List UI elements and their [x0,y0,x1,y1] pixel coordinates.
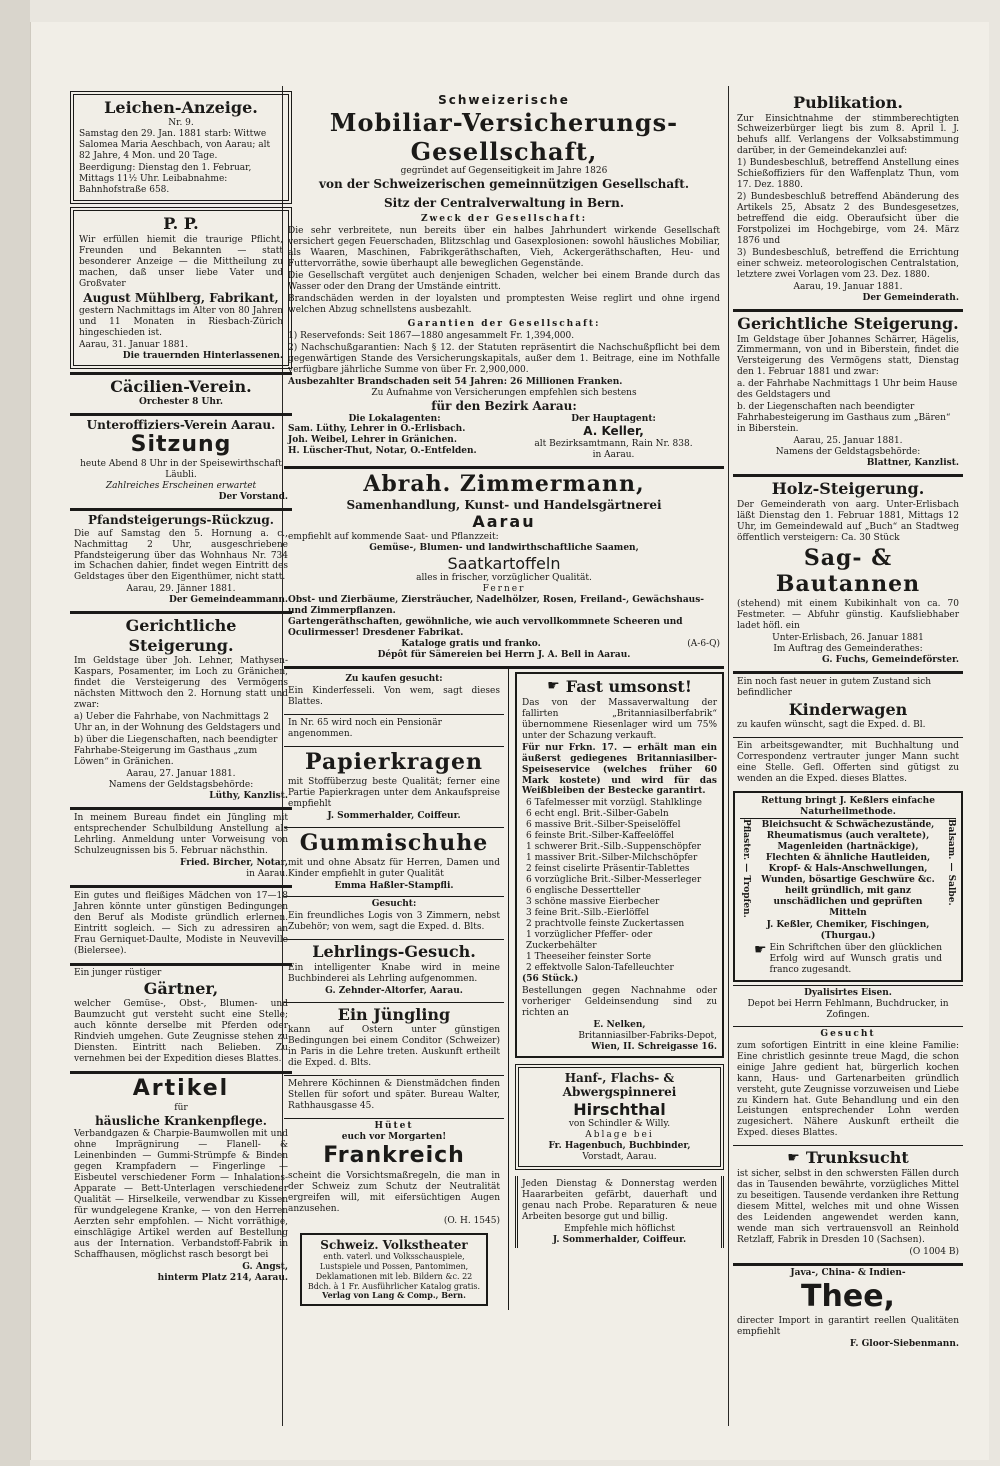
holz-sign2: G. Fuchs, Gemeindeförster. [821,655,959,666]
zimmermann-quality: alles in frischer, vorzüglicher Qualität. [416,573,592,584]
gerichtliche-steigerung-schaerrer [733,309,963,471]
frankreich-text: scheint die Vorsichtsmaßregeln, die man in der Schweiz zum Schutz der Neutralität ergreifen will, mit eifersüchtigen Augen anzusehen. [288,1170,500,1214]
publikation-text: Zur Einsichtnahme der stimmberechtigten Schweizerbürger liegt bis zum 8. April l. J. behufs allf. Verlangens der Volksabstimmung darüber, in der Gemeindekanzlei auf: [737,113,959,157]
haar-text: Jeden Dienstag & Donnerstag werden Haararbeiten gefärbt, dauerhaft und genau nach Probe. Reparaturen & neue Arbeiten besorge gut und billig. [522,1179,717,1223]
mobiliar-garantie1: 1) Reservefonds: Seit 1867—1880 angesammelt Fr. 1,394,000. [288,331,575,342]
unteroff-text: heute Abend 8 Uhr in der Speisewirthschaft Läubli. [80,459,282,481]
publikation-date: Aarau, 19. Januar 1881. [793,282,903,293]
obituary-sign: Die trauernden Hinterlassenen. [122,351,283,362]
zimmermann-place: Aarau [472,512,536,532]
haar-text2: Empfehle mich höflichst [564,1224,675,1235]
maedchen-text: Ein gutes und fleißiges Mädchen von 17—18 Jahren könnte unter günstigen Bedingungen den Beruf als Modiste gründlich erlernen. Eintritt sogleich. — Sich zu adressiren an Frau Gerniquet-Daulte, Modiste in Neuveville (Bielersee). [74,890,288,956]
mobiliar-sitz: Sitz der Centralverwaltung in Bern. [383,195,624,210]
artikel-krankenpflege [70,1071,292,1286]
mobiliar-founded: gegründet auf Gegenseitigkeit im Jahre 1826 [400,166,608,177]
mobiliar-zweck2: Die Gesellschaft vergütet auch denjenigen Schaden, welcher bei einem Brande durch das Wasser oder den Drang der Umstände eintritt. [288,271,720,293]
haupt-addr: alt Bezirksamtmann, Rain Nr. 838. [534,439,693,450]
lokal-heading: Die Lokalagenten: [348,413,441,424]
list-item: 6 feinste Brit.-Silber-Kaffeelöffel [526,831,675,842]
obituary-name: August Mühlberg, Fabrikant, [83,290,279,305]
kessler-ad [733,791,963,982]
gericht1-a: a) Ueber die Fahrhabe, von Nachmittags 2 Uhr an, in der Wohnung des Geldstagers und [74,712,281,734]
lokal-agent: H. Lüscher-Thut, Notar, O.-Entfelden. [288,446,477,457]
artikel-text: Verbandgazen & Charpie-Baumwollen mit und ohne Imprägnirung — Flanell- & Leinenbinden — Gummi-Strümpfe & Binden gegen Krampfadern — Fingerlinge — Eisbeutel verschiedener Form — Inhalations-Apparate — Bett-Unterlagen verschiedener Qualität — Hirselkeile, verwendbar zu Kissen für wundgelegene Kranke, — von den Herren Aerzten sehr empfohlen. — Nicht vorräthige, einschlägige Artikel werden auf Bestellung aus der Internation. Verbandstoff-Fabrik in Schaffhausen, möglichst rasch besorgt bei [74,1129,288,1260]
haupt-place: in Aarau. [592,450,635,461]
death-notice-burial: Beerdigung: Dienstag den 1. Februar, Mittags 11½ Uhr. Leibabnahme: Bahnhofstraße 658. [79,163,252,196]
list-item: 2 feinst ciselirte Präsentir-Tablettes [526,864,690,875]
magd-text: zum sofortigen Eintritt in eine kleine Familie: Eine christlich gesinnte treue Magd, die schon einige Jahre gedient hat, bürgerlich kochen kann, Haus- und Gartenarbeiten gründlich versteht, gute Zeugnisse vorzuweisen und Liebe zu Kindern hat. Gute Behandlung und ein den Leistungen entsprechender Lohn werden zugesichert. Nähere Auskunft ertheilt die Exped. dieses Blattes. [737,1040,959,1139]
hanf-by: von Schindler & Willy. [568,1119,671,1130]
haupt-name: A. Keller, [583,424,644,439]
artikel-title: Artikel [132,1075,230,1101]
unteroff-sign: Der Vorstand. [218,491,288,502]
pfand-sign: Der Gemeindeammann. [169,595,288,606]
thee-sign: F. Gloor-Siebenmann. [849,1339,959,1350]
juengling-ad [284,1002,504,1072]
publikation-item2: 2) Bundesbeschluß betreffend Abänderung des Artikels 25, Absatz 2 des Bundesgesetzes, betreffend die eidg. Oberaufsicht über die Forstpolizei im Hochgebirge, vom 24. März 1876 und [737,192,959,247]
papier-title: Papierkragen [305,749,483,776]
lehrling1-place: in Aarau. [246,868,288,879]
pointing-hand-icon: ☛ [787,1149,800,1166]
umsonst-order: Bestellungen gegen Nachnahme oder vorheriger Geldeinsendung sind zu richten an [522,985,717,1018]
mann-text: Ein arbeitsgewandter, mit Buchhaltung und Correspondenz vertrauter junger Mann sucht eine Stelle. Gefl. Offerten sind gütigst zu wenden an die Exped. dieses Blattes. [737,741,959,785]
unteroff-sitzung: Sitzung [130,432,232,458]
zimmermann-sub: Samenhandlung, Kunst- und Handelsgärtnerei [346,497,662,512]
kessler-text: Bleichsucht & Schwächezustände, Rheumatismus (auch veraltete), Magenleiden (hartnäckige), Flechten & ähnliche Hautleiden, Kropf- & Hals-Anschwellungen, Wunden, bösartige Geschwüre &c. heilt gründlich, mit ganz unschädlichen und geprüften Mitteln [761,820,935,918]
holz-text: Der Gemeinderath von aarg. Unter-Erlisbach läßt Dienstag den 1. Februar 1881, Mittags 12 Uhr, im Gemeindewald auf „Buch“ an Stadtweg öffentlich versteigern: Ca. 30 Stück [737,499,959,543]
volkstheater-title: Schweiz. Volkstheater [320,1237,468,1252]
junger-mann-ad [733,737,963,788]
trunksucht-text: ist sicher, selbst in den schwersten Fällen durch das in Tausenden bewährte, vorzügliches Mittel zu beseitigen. Tausende verdanken ihre Rettung diesem Mittel, welches mit und ohne Wissen des Leidenden angewendet werden kann, wende man sich vertrauensvoll an Reinhold Retzlaff, Fabrik in Dresden 10 (Sachsen). [737,1168,959,1245]
mobiliar-versicherung [284,91,724,463]
trunksucht-code: (O 1004 B) [909,1246,959,1257]
list-item: 6 massive Brit.-Silber-Speiselöffel [526,820,681,831]
trunksucht-title: Trunksucht [805,1148,909,1168]
kinderwagen-ad [733,671,963,734]
gericht1-sign1: Namens der Geldstagsbehörde: [108,780,254,791]
lokal-agent: Sam. Lüthy, Lehrer in O.-Erlisbach. [288,424,466,435]
koechin-text: Mehrere Köchinnen & Dienstmädchen finden Stellen für sofort und später. Bureau Walter, Rathhausgasse 45. [288,1079,500,1112]
umsonst-addr: Wien, II. Schreigasse 16. [591,1041,717,1052]
pfand-date: Aarau, 29. Jänner 1881. [126,584,236,595]
list-item: 6 echt engl. Brit.-Silber-Gabeln [526,809,669,820]
list-item: 6 vorzügliche Brit.-Silber-Messerleger [526,875,702,886]
publikation-item3: 3) Bundesbeschluß, betreffend die Errichtung einer schweiz. meteorologischen Centralstation, letztere zwei Vorlagen vom 23. Dez. 1880. [737,248,959,281]
mobiliar-agents [288,414,720,462]
logis-title: Gesucht: [371,899,417,910]
pfand-text: Die auf Samstag den 5. Hornung a. c., Nachmittag 2 Uhr, ausgeschriebene Pfandsteigerung über das Wohnhaus Nr. 734 im Schachen dahier, findet wegen Eintritt des Geldstages über den Eigenthümer, nicht statt. [74,528,288,583]
hanf-ablage: Ablage bei [585,1130,654,1141]
gericht1-sign2: Lüthy, Kanzlist. [209,791,288,801]
frankreich-ad [284,1118,504,1229]
gericht2-title: Gerichtliche Steigerung. [737,313,959,333]
volkstheater-sign: Verlag von Lang & Comp., Bern. [322,1290,466,1301]
list-item: 2 prachtvolle feinste Zuckertassen [526,919,685,930]
artikel-sign: G. Angst, [242,1261,288,1272]
mobiliar-garantie2: 2) Nachschußgarantien: Nach § 12. der Statuten repräsentirt die Nachschußpflicht bei dem gegenwärtigen Stande des Versicherungskapitals, außer dem 1. Beitrage, eine im Nothfalle verfügbare jährliche Summe von über Fr. 2,900,000. [288,343,720,375]
list-item: 1 massiver Brit.-Silber-Milchschöpfer [526,853,698,864]
mobiliar-zweck-heading: Zweck der Gesellschaft: [420,214,588,225]
lehrling2-text: Ein intelligenter Knabe wird in meine Buchbinderei als Lehrling aufgenommen. [288,962,500,984]
gericht2-a: a. der Fahrhabe Nachmittags 1 Uhr beim Hause des Geldstagers und [737,379,958,401]
umsonst-title: Fast umsonst! [565,677,692,697]
publikation [733,91,963,306]
list-item: 1 vorzüglicher Pfeffer- oder Zuckerbehälter [526,930,653,952]
koechinnen-ad [284,1075,504,1115]
kessler-head: Rettung bringt J. Keßlers einfache Naturheilmethode. [740,796,956,819]
publikation-title: Publikation. [793,93,903,112]
haupt-agent [507,414,720,462]
hanf-agent: Fr. Hagenbuch, Buchbinder, [548,1141,691,1152]
gericht2-sign2: Blattner, Kanzlist. [866,458,959,469]
mobiliar-recom: Zu Aufnahme von Versicherungen empfehlen sich bestens [371,387,637,398]
pfand-title: Pfandsteigerungs-Rückzug. [88,512,274,527]
zimmermann-code: (A-6-Q) [687,639,720,650]
pointing-hand-icon: ☛ [547,678,560,695]
mobiliar-title: Mobiliar-Versicherungs-Gesellschaft, [329,107,679,166]
gaertner-title: Gärtner, [143,978,219,998]
zimmermann-saat: Saatkartoffeln [447,553,561,573]
haararbeiten-ad [515,1176,724,1248]
gummi-text: mit und ohne Absatz für Herren, Damen und Kinder empfiehlt in guter Qualität [288,857,500,879]
gericht2-text: Im Geldstage über Johannes Schärrer, Hägelis, Zimmermann, von und in Biberstein, findet die Versteigerung des Vermögens statt, Dienstag den 1. Februar 1881 und zwar: [737,334,959,378]
umsonst-items [522,798,717,974]
holz-title: Holz-Steigerung. [771,479,925,499]
book-spine [0,0,30,1466]
trunksucht-ad [733,1145,963,1259]
zimmermann-kataloge: Kataloge gratis und franko. [401,639,541,650]
mobiliar-bezirk: für den Bezirk Aarau: [431,398,577,413]
papier-text: mit Stoffüberzug beste Qualität; ferner eine Partie Papierkragen unter dem Ankaufspreise empfiehlt [288,776,500,809]
haupt-heading: Der Hauptagent: [571,413,656,424]
mobiliar-zweck3: Brandschäden werden in der loyalsten und promptesten Weise reglirt und ohne irgend welchen Abzug schnellstens ausbezahlt. [288,294,720,316]
lehrling1-text: In meinem Bureau findet ein Jüngling mit entsprechender Schulbildung Anstellung als Lehrling. Anmeldung unter Vorweisung von Schulzeugnissen bis 5. Februar nächsthin. [74,812,288,856]
volkstheater-text: enth. vaterl. und Volksschauspiele, Lustspiele und Possen, Pantomimen, Deklamationen mit leb. Bildern &c. 22 Bdch. à 1 Fr. Ausführlicher Katalog gratis. [307,1252,481,1291]
gericht2-date: Aarau, 25. Januar 1881. [793,436,903,447]
eisen-title: Dyalisirtes Eisen. [804,987,892,998]
lehrling2-title: Lehrlings-Gesuch. [312,942,476,962]
holz-text2: (stehend) mit einem Kubikinhalt von ca. 70 Festmeter. — Abfuhr günstig. Kaufsliebhaber ladet höfl. ein [737,599,959,632]
column-right [733,88,963,1355]
juengling-title: Ein Jüngling [337,1004,451,1024]
haar-sign: J. Sommerhalder, Coiffeur. [552,1235,687,1246]
kessler-text2: Ein Schriftchen über den glücklichen Erfolg wird auf Wunsch gratis und franco zugesandt. [769,942,943,975]
frankreich-code: (O. H. 1545) [443,1215,500,1226]
gummischuhe-ad [284,827,504,894]
papier-sign: J. Sommerhalder, Coiffeur. [327,810,461,821]
kessler-side-right: Balsam. — Salbe. [946,819,956,906]
middle-lower-right [509,669,724,1310]
publikation-sign: Der Gemeinderath. [862,293,959,304]
death-notice-title: Leichen-Anzeige. [104,98,258,117]
gericht1-b: b) über die Liegenschaften, nach beendigter Fahrhabe-Steigerung im Gasthaus „zum Löwen“ in Gränichen. [74,735,278,768]
gummi-sign: Emma Haßler-Stampfli. [334,880,454,891]
gericht1-date: Aarau, 27. Januar 1881. [126,769,236,780]
kinderwagen-title: Kinderwagen [788,699,908,719]
obituary-date: Aarau, 31. Januar 1881. [79,340,189,351]
hanf-spinnerei-ad [515,1064,724,1171]
hanf-addr: Vorstadt, Aarau. [582,1152,657,1163]
obituary-text: Wir erfüllen hiemit die traurige Pflicht, Freunden und Bekannten — statt besonderer Anzeige — die Mittheilung zu machen, daß unser liebe Vater und Großvater [79,234,283,289]
logis-ad [284,896,504,936]
magd-ad [733,1026,963,1143]
zimmermann-text3: Gartengeräthschaften, gewöhnliche, wie auch vervollkommnete Scheeren und Oculirmesser! Dresdener Fabrikat. [288,617,683,639]
list-item: 1 Theeseiher feinster Sorte [526,952,652,962]
artikel-sub: häusliche Krankenpflege. [95,1113,267,1128]
thee-title: Thee, [801,1278,895,1314]
eisen-text: Depot bei Herrn Fehlmann, Buchdrucker, in Zofingen. [747,998,949,1020]
frankreich-title: Frankreich [323,1143,465,1169]
fast-umsonst-ad [515,672,724,1058]
zimmermann-ad [284,466,724,663]
gericht1-text: Im Geldstage über Joh. Lehner, Mathysen-Kaspars, Posamenter, im Loch zu Gränichen, findet die Versteigerung des Vermögens nächsten Mittwoch den 2. Hornung statt und zwar: [74,656,288,711]
gericht1-title: Gerichtliche Steigerung. [125,616,237,655]
pensionaer-ad [284,714,504,743]
umsonst-price: Für nur Frkn. 17. — erhält man ein äußerst gediegenes Britanniasilber-Speiseservice (welches früher 60 Mark kostete) und wird für das Weißbleiben der Bestecke garantirt. [522,742,717,797]
sessel-text: Ein Kinderfesseli. Von wem, sagt dieses Blattes. [288,686,500,708]
pension-text: In Nr. 65 wird noch ein Pensionär angenommen. [288,718,442,740]
zimmermann-text: empfiehlt auf kommende Saat- und Pflanzzeit: [288,532,499,542]
umsonst-sign: E. Nelken, [593,1019,646,1030]
gericht2-sign1: Namens der Geldstagsbehörde: [775,447,921,458]
mobiliar-pre: Schweizerische [438,93,570,107]
mobiliar-zweck: Die sehr verbreitete, nun bereits über ein halbes Jahrhundert wirkende Gesellschaft versichert gegen Feuerschaden, Blitzschlag und Gasexplosionen: sowohl häusliches Mobiliar, als Waaren, Maschinen, Fabrikgeräthschaften, Vieh, Ackergeräthschaften, Heu- und Futtervorräthe, sowie überhaupt alle beweglichen Gegenstände. [288,226,720,270]
sessel-title: Zu kaufen gesucht: [345,674,443,685]
logis-text: Ein freundliches Logis von 3 Zimmern, nebst Zubehör; von wem, sagt die Exped. d. Blts. [288,911,500,933]
list-item: 6 englische Dessertteller [526,886,641,897]
list-item: 3 feine Brit.-Silb.-Eierlöffel [526,908,649,919]
lokal-agent: Joh. Weibel, Lehrer in Gränichen. [288,435,457,446]
thee-pre: Java-, China- & Indien- [790,1267,906,1278]
kessler-sign: J. Keßler, Chemiker, Fischingen, (Thurgau.) [766,919,930,941]
zimmermann-ferner: Ferner [482,584,526,595]
thee-ad [733,1263,963,1352]
caecilien-title: Cäcilien-Verein. [110,377,252,397]
unteroff-text2: Zahlreiches Erscheinen erwartet [105,481,257,491]
mobiliar-paid: Ausbezahlter Brandschaden seit 54 Jahren: 26 Millionen Franken. [288,376,623,387]
zimmermann-title: Abrah. Zimmermann, [363,471,645,498]
modiste-ad [70,885,292,960]
unteroffiziers-verein [70,413,292,505]
obituary-title: P. P. [163,214,199,234]
kinderwagen-text: Ein noch fast neuer in gutem Zustand sich befindlicher [737,676,932,698]
magd-title: Gesucht [820,1028,876,1039]
artikel-addr: hinterm Platz 214, Aarau. [157,1272,288,1283]
gerichtliche-steigerung-lehner [70,611,292,804]
list-item: 3 schöne massive Eierbecher [526,897,660,908]
kindersessel-ad [284,672,504,711]
zimmermann-text2: Obst- und Zierbäume, Ziersträucher, Nadelhölzer, Rosen, Freiland-, Gewächshaus- und Zimmerpflanzen. [288,595,705,617]
column-rule-right [728,86,729,1426]
zimmermann-depot: Dépôt für Sämereien bei Herrn J. A. Bell in Aarau. [377,650,631,661]
lehrling1-sign: Fried. Bircher, Notar, [180,857,288,868]
pfandsteigerung [70,508,292,608]
juengling-text: kann auf Ostern unter günstigen Bedingungen bei einem Conditor (Schweizer) in Paris in die Lehre treten. Auskunft ertheilt die Exped. d. Blts. [288,1025,500,1069]
middle-lower-left [284,669,509,1310]
gaertner-intro: Ein junger rüstiger [74,967,162,978]
list-item: 1 schwerer Brit.-Silb.-Suppenschöpfer [526,842,701,853]
lokal-agents [288,414,501,462]
kessler-side-left: Pflaster. — Tropfen. [740,819,751,918]
death-notice-text: Samstag den 29. Jan. 1881 starb: Wittwe Salomea Maria Aeschbach, von Aarau; alt 82 Jahre, 4 Mon. und 20 Tage. [79,129,271,162]
gaertner-ad [70,963,292,1068]
lehrling2-sign: G. Zehnder-Altorfer, Aarau. [325,985,463,996]
column-left [70,88,292,1289]
hanf-name: Hirschthal [573,1099,666,1119]
pointing-hand-icon: ☛ [753,941,767,958]
gaertner-text: welcher Gemüse-, Obst-, Blumen- und Baumzucht gut versteht sucht eine Stelle; auch könnte derselbe mit Pferden oder Rindvieh umgehen. Gute Zeugnisse stehen zu Diensten. Eintritt nach Belieben. Zu vernehmen bei der Expedition dieses Blattes. [74,999,288,1064]
holz-sign1: Im Auftrag des Gemeinderathes: [773,644,923,655]
unteroff-title: Unteroffiziers-Verein Aarau. [86,417,276,432]
frankreich-pre1: Hütet [374,1121,414,1132]
lehrling-bircher [70,807,292,882]
column-middle [284,88,724,1310]
obituary-text2: gestern Nachmittags im Alter von 80 Jahren und 11 Monaten in Riesbach-Zürich hingeschieden ist. [79,306,283,339]
gericht2-b: b. der Liegenschaften nach beendigter Fahrhabesteigerung im Gasthaus zum „Bären“ in Biberstein. [737,402,951,435]
publikation-item1: 1) Bundesbeschluß, betreffend Anstellung eines Schießoffiziers für den Waffenplatz Thun, vom 17. Dez. 1880. [737,158,959,191]
obituary-muehlberg [70,207,292,369]
death-notice [70,91,292,204]
middle-lower-split [284,666,724,1310]
umsonst-depot: Britanniasilber-Fabriks-Depot, [578,1030,717,1041]
umsonst-count: (56 Stück.) [522,973,579,984]
thee-text: directer Import in garantirt reellen Qualitäten empfiehlt [737,1316,959,1338]
zimmermann-items: Gemüse-, Blumen- und landwirthschaftliche Saamen, [369,542,639,553]
eisen-ad [733,985,963,1023]
volkstheater-ad [300,1233,488,1306]
frankreich-pre2: euch vor Morgarten! [341,1132,447,1143]
hanf-title: Hanf-, Flachs- & Abwergspinnerei [562,1070,677,1100]
holz-steigerung [733,474,963,668]
kinderwagen-text2: zu kaufen wünscht, sagt die Exped. d. Bl. [737,720,926,731]
gummi-title: Gummischuhe [299,829,489,856]
death-notice-number: Nr. 9. [168,117,194,128]
papierkragen-ad [284,746,504,824]
list-item: 2 effektvolle Salon-Tafelleuchter [526,962,674,973]
mobiliar-garantien-heading: Garantien der Gesellschaft: [407,319,601,330]
artikel-fuer: für [174,1102,188,1113]
holz-date: Unter-Erlisbach, 26. Januar 1881 [772,633,924,644]
list-item: 6 Tafelmesser mit vorzügl. Stahlklinge [526,798,702,809]
caecilien-verein [70,372,292,409]
mobiliar-by: von der Schweizerischen gemeinnützigen Gesellschaft. [318,177,690,192]
umsonst-text: Das von der Massaverwaltung der fallirten „Britanniasilberfabrik“ übernommene Riesenlager wird um 75% unter der Schazung verkauft. [522,697,717,741]
lehrlings-gesuch [284,939,504,998]
holz-sag: Sag- & Bautannen [775,544,921,598]
caecilien-text: Orchester 8 Uhr. [139,396,223,407]
